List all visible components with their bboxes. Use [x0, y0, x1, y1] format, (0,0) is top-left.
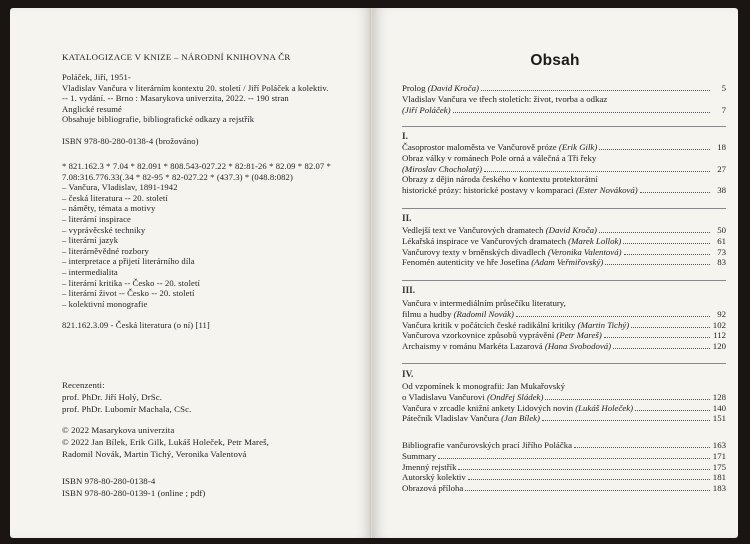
section-rule [402, 280, 726, 281]
toc-entry[interactable]: Obrazová příloha 183 [402, 483, 726, 494]
toc-entry[interactable]: Vančura kritik v počátcích české radikální kritiky (Martin Tichý) 102 [402, 319, 726, 330]
mdt-line: – interpretace a přijetí literárního díla [62, 256, 195, 267]
toc-author: (Ester Nováková) [575, 185, 638, 196]
left-page [10, 8, 372, 538]
toc-author: (Hana Svobodová) [544, 341, 612, 352]
cip-header: KATALOGIZACE V KNIZE – NÁRODNÍ KNIHOVNA ČR [62, 52, 291, 62]
section-label: III. [402, 285, 416, 295]
section-label: IV. [402, 369, 414, 379]
toc-page: 163 [712, 440, 726, 450]
toc-page: 175 [712, 461, 726, 472]
leader-dots [468, 479, 710, 480]
toc-author: (Petr Mareš) [556, 330, 602, 341]
toc-entry[interactable]: filmu a hudby (Radomil Novák) 92 [402, 308, 726, 319]
toc-author: (Lukáš Holeček) [575, 402, 634, 413]
leader-dots [484, 171, 710, 172]
leader-dots [605, 264, 710, 265]
copyright [62, 424, 269, 460]
toc-appendix [402, 440, 726, 494]
toc-page: 183 [712, 483, 726, 494]
toc-entry[interactable]: Lékařská inspirace ve Vančurových dramatech (Marek Lollok) 61 [402, 235, 726, 246]
mdt-line: – literární inspirace [62, 213, 131, 224]
toc-author: (Jan Bílek) [501, 413, 540, 424]
copyright-line: © 2022 Masarykova univerzita [62, 425, 175, 435]
toc-entry[interactable]: Autorský kolektiv 181 [402, 472, 726, 483]
toc-entry[interactable] [402, 164, 726, 175]
toc-entry[interactable]: Vančurovy texty v brněnských divadlech (Veronika Valentová) 73 [402, 246, 726, 257]
toc-intro [402, 83, 726, 115]
isbn-line: ISBN 978-80-280-0139-1 (online ; pdf) [62, 488, 206, 498]
toc-author: (Radomil Novák) [453, 308, 514, 319]
leader-dots [631, 327, 710, 328]
toc-page: 140 [712, 402, 726, 413]
toc-page: 83 [717, 257, 726, 268]
copyright-line: © 2022 Jan Bílek, Erik Gilk, Lukáš Holeček, Petr Mareš, [62, 437, 269, 447]
leader-dots [623, 243, 710, 244]
toc-page: 120 [712, 341, 726, 352]
mdt-line: – náměty, témata a motivy [62, 203, 156, 214]
toc-entry[interactable]: Obraz války v románech Pole orná a válečná a Tři řeky [402, 152, 597, 163]
right-page [372, 8, 738, 538]
leader-dots [516, 316, 710, 317]
toc-page: 18 [717, 142, 726, 152]
cip-line: Vladislav Vančura v literárním kontextu 20. století / Jiří Poláček a kolektiv. [62, 82, 329, 93]
toc-entry[interactable]: Summary 171 [402, 450, 726, 461]
toc-section-2 [402, 225, 726, 268]
toc-author: (Marek Lollok) [568, 235, 622, 246]
mdt-line: – kolektivní monografie [62, 298, 148, 309]
toc-author: (David Kroča) [427, 83, 479, 93]
toc-page: 92 [717, 308, 726, 319]
toc-page: 112 [713, 330, 726, 341]
leader-dots [465, 490, 710, 491]
mdt-line: – česká literatura -- 20. století [62, 192, 168, 203]
leader-dots [481, 90, 710, 91]
reviewers [62, 379, 191, 415]
leader-dots [542, 420, 710, 421]
cip-line: Poláček, Jiří, 1951- [62, 72, 131, 82]
mdt-line: – intermedialita [62, 266, 118, 277]
toc-entry[interactable]: Vedlejší text ve Vančurových dramatech (David Kroča) 50 [402, 225, 726, 235]
toc-entry[interactable]: Vladislav Vančura ve třech stoletích: život, tvorba a odkaz [402, 93, 608, 104]
copyright-line: Radomil Novák, Martin Tichý, Veronika Valentová [62, 449, 247, 459]
toc-page: 38 [717, 185, 726, 196]
leader-dots [640, 192, 710, 193]
toc-entry[interactable]: Obrazy z dějin národa českého v kontextu protektorátní [402, 174, 598, 185]
toc-page: 128 [712, 391, 726, 402]
toc-page: 27 [717, 163, 726, 174]
toc-author: (Ondřej Sládek) [486, 391, 544, 402]
mdt-class: 821.162.3.09 - Česká literatura (o ní) [11] [62, 320, 210, 330]
toc-heading: Obsah [530, 52, 580, 69]
isbn-bound: ISBN 978-80-280-0138-4 (brožováno) [62, 136, 199, 146]
toc-entry[interactable]: Jmenný rejstřík 175 [402, 461, 726, 472]
reviewers-label: Recenzenti: [62, 380, 105, 390]
toc-page: 5 [721, 83, 726, 93]
cip-line: Obsahuje bibliografie, bibliografické odkazy a rejstřík [62, 114, 255, 125]
mdt-line: 7.08:316.776.33(.34 * 82-95 * 82-027.22 * (437.3) * (048.8:082) [62, 171, 293, 182]
leader-dots [599, 149, 710, 150]
toc-page: 7 [721, 104, 726, 115]
reviewer: prof. PhDr. Jiří Holý, DrSc. [62, 392, 163, 402]
toc-entry[interactable] [402, 105, 726, 116]
toc-author: (Miroslav Chocholatý) [402, 163, 483, 174]
toc-page: 151 [712, 413, 726, 424]
section-rule [402, 363, 726, 364]
toc-entry[interactable]: Pátečník Vladislav Vančura (Jan Bílek) 151 [402, 413, 726, 424]
mdt-line: – vyprávěcské techniky [62, 224, 146, 235]
mdt-line: – literární život -- Česko -- 20. století [62, 288, 195, 299]
leader-dots [458, 469, 710, 470]
leader-dots [574, 447, 710, 448]
leader-dots [453, 112, 710, 113]
leader-dots [635, 410, 710, 411]
cip-line: -- 1. vydání. -- Brno : Masarykova univerzita, 2022. -- 190 stran [62, 93, 289, 104]
toc-page: 171 [712, 450, 726, 461]
toc-entry[interactable]: Vančura v zrcadle knižní ankety Lidových novin (Lukáš Holeček) 140 [402, 402, 726, 413]
toc-section-1 [402, 142, 726, 196]
toc-page: 50 [717, 225, 726, 235]
toc-entry[interactable]: o Vladislavu Vančurovi (Ondřej Sládek) 128 [402, 391, 726, 402]
section-label: I. [402, 131, 408, 141]
toc-entry[interactable]: Bibliografie vančurovských prací Jiřího Poláčka 163 [402, 440, 726, 450]
isbn-line: ISBN 978-80-280-0138-4 [62, 476, 156, 486]
toc-entry[interactable]: historické prózy: historické postavy v komparaci (Ester Nováková) 38 [402, 185, 726, 196]
toc-entry[interactable]: Vančurova vzorkovnice způsobů vyprávění (Petr Mareš) 112 [402, 330, 726, 341]
leader-dots [545, 399, 710, 400]
toc-section-4 [402, 381, 726, 424]
toc-entry[interactable]: Fenomén autenticity ve hře Josefina (Adam Veřmiřovský) 83 [402, 257, 726, 268]
toc-author: (Martin Tichý) [577, 319, 630, 330]
section-rule [402, 126, 726, 127]
reviewer: prof. PhDr. Lubomír Machala, CSc. [62, 404, 192, 414]
leader-dots [599, 232, 710, 233]
toc-author: (Jiří Poláček) [402, 104, 451, 115]
toc-author: (Adam Veřmiřovský) [531, 257, 604, 268]
toc-page: 73 [717, 246, 726, 257]
mdt-line: * 821.162.3 * 7.04 * 82.091 * 808.543-027.22 * 82:81-26 * 82.09 * 82.07 * [62, 161, 331, 171]
mdt-list [62, 161, 331, 309]
leader-dots [613, 348, 710, 349]
mdt-line: – literární jazyk [62, 235, 119, 246]
mdt-line: – literárněvědné rozbory [62, 245, 149, 256]
toc-author: (Veronika Valentová) [547, 246, 622, 257]
leader-dots [604, 337, 710, 338]
toc-entry[interactable]: Prolog (David Kroča) 5 [402, 83, 726, 93]
toc-page: 181 [712, 472, 726, 483]
toc-page: 61 [717, 235, 726, 246]
toc-entry[interactable]: Vančura v intermediálním průsečíku literatury, [402, 298, 566, 308]
toc-author: (Erik Gilk) [558, 142, 598, 152]
leader-dots [624, 254, 710, 255]
toc-entry[interactable]: Od vzpomínek k monografii: Jan Mukařovský [402, 381, 565, 391]
section-label: II. [402, 213, 412, 223]
toc-author: (David Kroča) [545, 225, 597, 235]
isbn-block [62, 475, 205, 499]
toc-entry[interactable]: Archaismy v románu Markéta Lazarová (Hana Svobodová) 120 [402, 341, 726, 352]
mdt-line: – literární kritika -- Česko -- 20. století [62, 277, 200, 288]
toc-section-3 [402, 298, 726, 352]
cip-record [62, 72, 329, 125]
toc-entry[interactable]: Časoprostor maloměsta ve Vančurově próze (Erik Gilk) 18 [402, 142, 726, 152]
cip-line: Anglické resumé [62, 103, 122, 114]
section-rule [402, 208, 726, 209]
toc-page: 102 [712, 319, 726, 330]
mdt-line: – Vančura, Vladislav, 1891-1942 [62, 182, 178, 193]
leader-dots [438, 458, 710, 459]
